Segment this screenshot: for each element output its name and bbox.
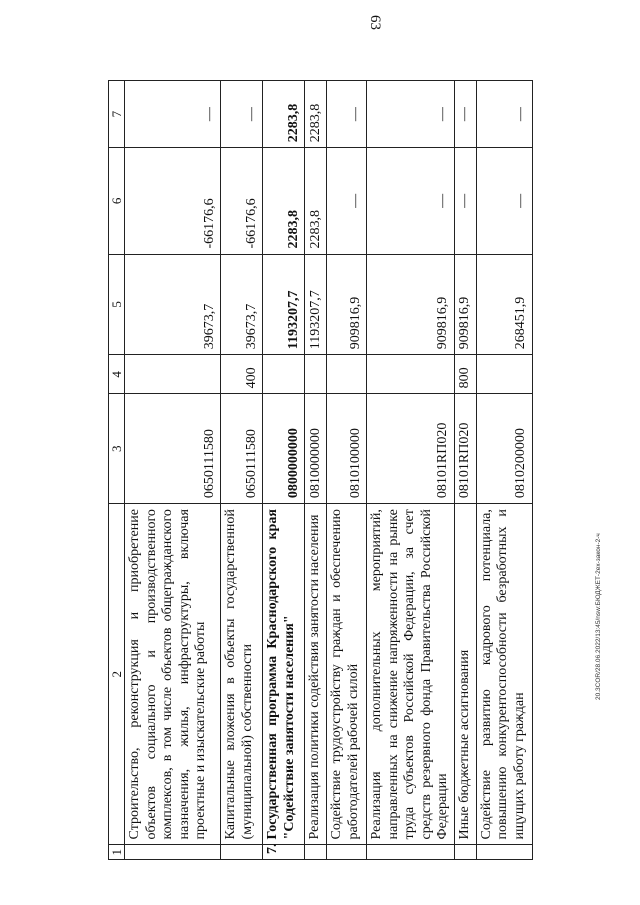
table-row bbox=[327, 81, 367, 860]
row-number bbox=[125, 845, 221, 860]
budget-table bbox=[108, 80, 533, 860]
expense-type bbox=[305, 355, 327, 394]
amount-change: 2283,8 bbox=[305, 148, 327, 254]
expense-type bbox=[263, 355, 305, 394]
table-row bbox=[263, 81, 305, 860]
amount-total: — bbox=[327, 81, 367, 148]
amount: 268451,9 bbox=[476, 254, 532, 355]
amount: 1193207,7 bbox=[263, 254, 305, 355]
row-name: Реализация политики содействия занятости населения bbox=[305, 504, 327, 845]
amount-change: — bbox=[476, 148, 532, 254]
table-row bbox=[476, 81, 532, 860]
row-name: Иные бюджетные ассигнования bbox=[454, 504, 476, 845]
budget-table-rotated bbox=[108, 80, 613, 860]
row-name: Капитальные вложения в объекты государственной (муниципальной) собственности bbox=[221, 504, 263, 845]
amount-total: — bbox=[125, 81, 221, 148]
amount-total: — bbox=[367, 81, 455, 148]
header-col-7: 7 bbox=[109, 81, 125, 148]
table-row bbox=[367, 81, 455, 860]
footer-stamp: 20.3COR/28.06.2022/13:45/nsw:БЮДЖЕТ-2ex-закон-2-ч bbox=[595, 533, 602, 700]
amount: 39673,7 bbox=[221, 254, 263, 355]
expense-type bbox=[327, 355, 367, 394]
target-code: 0810100000 bbox=[327, 394, 367, 504]
amount-total: — bbox=[476, 81, 532, 148]
target-code: 0650111580 bbox=[125, 394, 221, 504]
amount-change: 2283,8 bbox=[263, 148, 305, 254]
target-code: 08101RП020 bbox=[454, 394, 476, 504]
row-name: Строительство, реконструкция и приобретение объектов социального и производственного комплексов, в том числе объектов общегражданского назначения, жилья, инфраструктуры, включая проектные и изыскательские работы bbox=[125, 504, 221, 845]
header-col-6: 6 bbox=[109, 148, 125, 254]
amount: 909816,9 bbox=[454, 254, 476, 355]
row-name: Реализация дополнительных мероприятий, направленных на снижение напряженности на рынке труда субъектов Российской Федерации, за счет средств резервного фонда Правительства Российской Федерации bbox=[367, 504, 455, 845]
expense-type: 400 bbox=[221, 355, 263, 394]
target-code: 0800000000 bbox=[263, 394, 305, 504]
header-col-1: 1 bbox=[109, 845, 125, 860]
row-number bbox=[476, 845, 532, 860]
row-number bbox=[327, 845, 367, 860]
amount-total: 2283,8 bbox=[305, 81, 327, 148]
table-row bbox=[454, 81, 476, 860]
row-name: Государственная программа Краснодарского края "Содействие занятости населения" bbox=[263, 504, 305, 845]
amount-change: — bbox=[327, 148, 367, 254]
target-code: 0810000000 bbox=[305, 394, 327, 504]
expense-type bbox=[125, 355, 221, 394]
amount-change: — bbox=[454, 148, 476, 254]
expense-type: 800 bbox=[454, 355, 476, 394]
row-number: 7. bbox=[263, 845, 305, 860]
table-header-row bbox=[109, 81, 125, 860]
amount-change: -66176,6 bbox=[125, 148, 221, 254]
amount-total: 2283,8 bbox=[263, 81, 305, 148]
table-row bbox=[221, 81, 263, 860]
row-number bbox=[221, 845, 263, 860]
amount-change: -66176,6 bbox=[221, 148, 263, 254]
header-col-3: 3 bbox=[109, 394, 125, 504]
row-number bbox=[454, 845, 476, 860]
amount-total: — bbox=[221, 81, 263, 148]
row-number bbox=[367, 845, 455, 860]
header-col-2: 2 bbox=[109, 504, 125, 845]
target-code: 08101RП020 bbox=[367, 394, 455, 504]
amount: 39673,7 bbox=[125, 254, 221, 355]
amount: 909816,9 bbox=[327, 254, 367, 355]
amount: 1193207,7 bbox=[305, 254, 327, 355]
target-code: 0650111580 bbox=[221, 394, 263, 504]
table-row bbox=[305, 81, 327, 860]
target-code: 0810200000 bbox=[476, 394, 532, 504]
row-number bbox=[305, 845, 327, 860]
expense-type bbox=[476, 355, 532, 394]
row-name: Содействие трудоустройству граждан и обеспечению работодателей рабочей силой bbox=[327, 504, 367, 845]
header-col-4: 4 bbox=[109, 355, 125, 394]
page-number: 63 bbox=[367, 15, 383, 30]
header-col-5: 5 bbox=[109, 254, 125, 355]
row-name: Содействие развитию кадрового потенциала, повышению конкурентоспособности безработных и ищущих работу граждан bbox=[476, 504, 532, 845]
expense-type bbox=[367, 355, 455, 394]
amount-total: — bbox=[454, 81, 476, 148]
table-row bbox=[125, 81, 221, 860]
amount: 909816,9 bbox=[367, 254, 455, 355]
amount-change: — bbox=[367, 148, 455, 254]
